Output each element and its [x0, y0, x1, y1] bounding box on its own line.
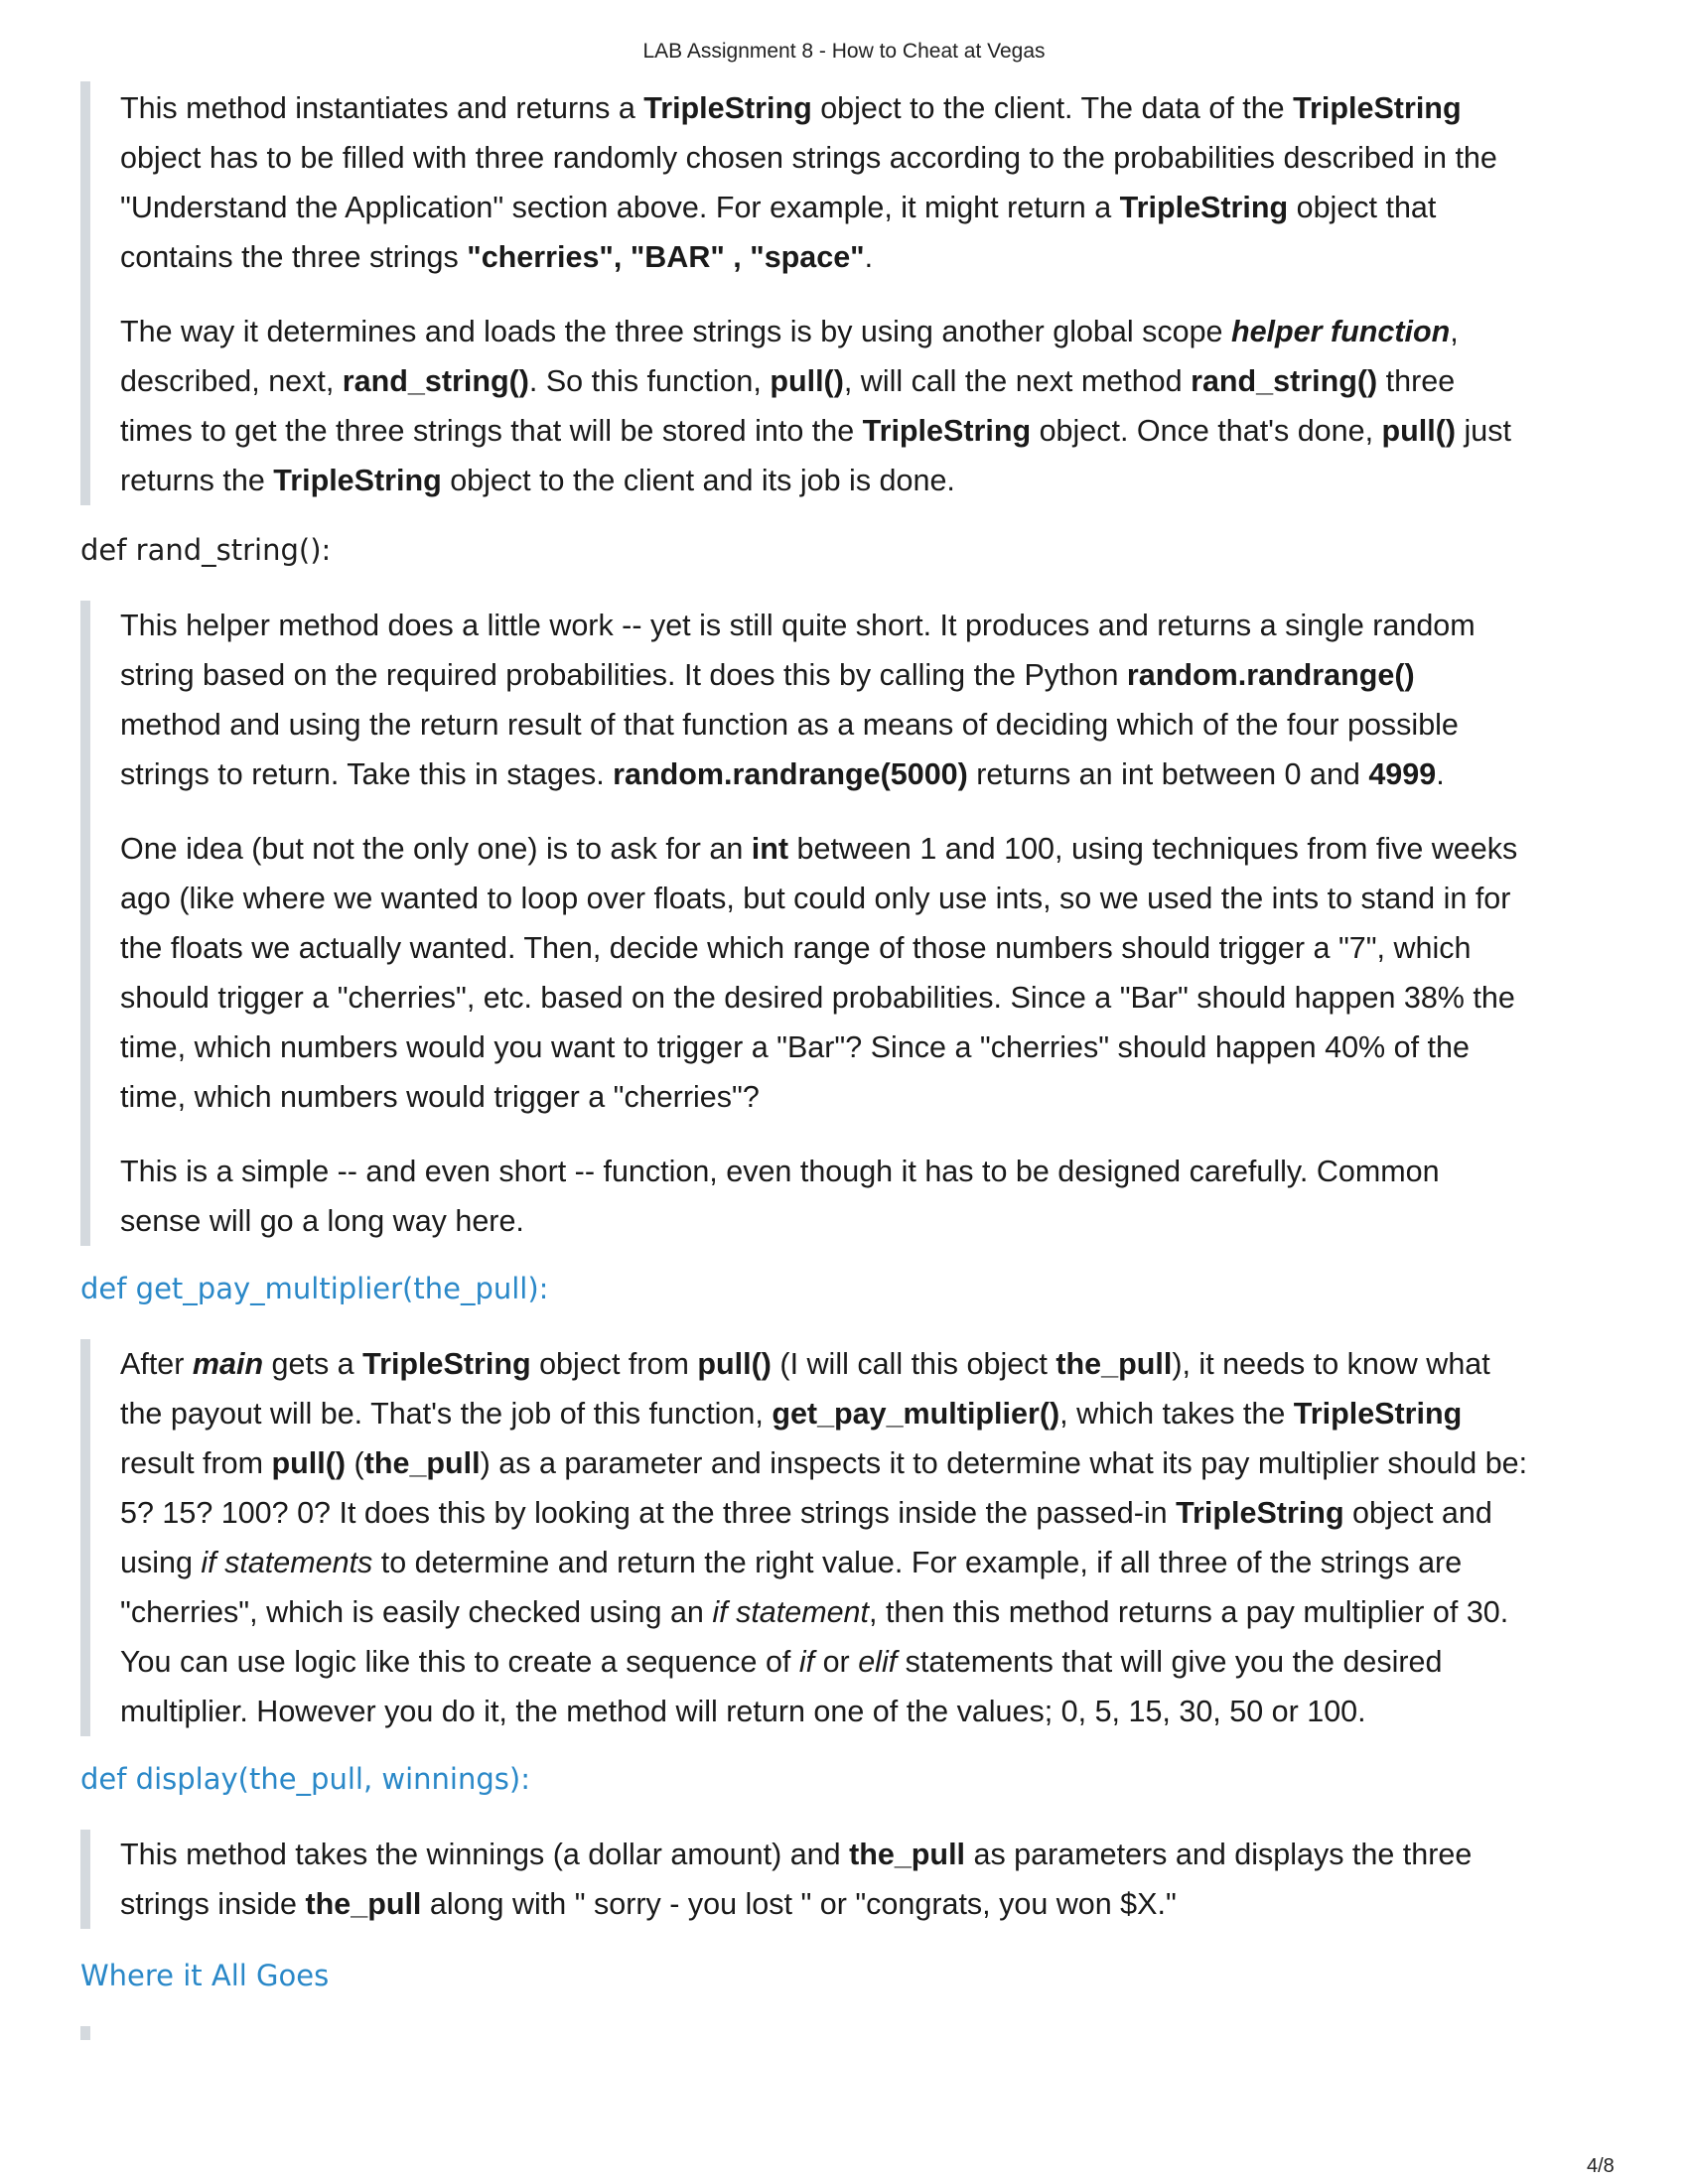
text-run: sense will go a long way here. [120, 1204, 524, 1238]
text-run: the floats we actually wanted. Then, decide which range of those numbers should trigger a "7", which [120, 931, 1472, 965]
text-run: object from [530, 1347, 698, 1381]
text-run: should trigger a "cherries", etc. based on the desired probabilities. Since a "Bar" should happen 38% the [120, 981, 1515, 1015]
emphasis-text: get_pay_multiplier() [772, 1397, 1060, 1431]
text-run: returns an int between 0 and [967, 757, 1369, 791]
text-run: object to the client and its job is done. [441, 464, 955, 497]
text-run: just [1456, 414, 1511, 448]
text-run: strings inside [120, 1887, 306, 1921]
paragraph [120, 83, 1629, 282]
emphasis-text: the_pull [363, 1446, 481, 1480]
text-run: gets a [263, 1347, 363, 1381]
text-run: . [864, 240, 874, 274]
paragraph [120, 1830, 1629, 1929]
text-run: result from [120, 1446, 272, 1480]
emphasis-text: TripleString [273, 464, 442, 497]
emphasis-text: elif [858, 1645, 898, 1679]
text-run: This method takes the winnings (a dollar amount) and [120, 1838, 850, 1871]
text-run: (I will call this object [771, 1347, 1056, 1381]
emphasis-text: if statement [712, 1595, 869, 1629]
paragraph [120, 601, 1629, 799]
emphasis-text: random.randrange(5000) [613, 757, 968, 791]
text-run: string based on the required probabilities. It does this by calling the Python [120, 658, 1127, 692]
get-pay-multiplier-description-block [80, 1339, 1629, 1736]
emphasis-text: TripleString [1293, 91, 1462, 125]
display-description-block [80, 1830, 1629, 1929]
emphasis-text: rand_string() [1191, 364, 1378, 398]
emphasis-text: helper function [1230, 315, 1451, 348]
text-run: the payout will be. That's the job of this function, [120, 1397, 773, 1431]
text-run: , [1450, 315, 1459, 348]
emphasis-text: random.randrange() [1126, 658, 1415, 692]
text-run: You can use logic like this to create a sequence of [120, 1645, 799, 1679]
text-run: , which takes the [1059, 1397, 1294, 1431]
text-run: One idea (but not the only one) is to ask for an [120, 832, 752, 866]
text-run: between 1 and 100, using techniques from five weeks [788, 832, 1518, 866]
text-run: method and using the return result of that function as a means of deciding which of the four possible [120, 708, 1459, 742]
page-header: LAB Assignment 8 - How to Cheat at Vegas [642, 40, 1046, 63]
paragraph [120, 307, 1629, 505]
text-run: or [814, 1645, 859, 1679]
emphasis-text: pull() [1381, 414, 1457, 448]
text-run: object to the client. The data of the [811, 91, 1294, 125]
emphasis-text: pull() [697, 1347, 772, 1381]
text-run: strings to return. Take this in stages. [120, 757, 614, 791]
text-run: , will call the next method [843, 364, 1192, 398]
text-run: . So this function, [528, 364, 771, 398]
emphasis-text: the_pull [849, 1838, 966, 1871]
emphasis-text: rand_string() [342, 364, 529, 398]
text-run: This is a simple -- and even short -- function, even though it has to be designed carefully. Common [120, 1155, 1440, 1188]
text-run: , then this method returns a pay multiplier of 30. [869, 1595, 1509, 1629]
text-run: The way it determines and loads the three strings is by using another global scope [120, 315, 1231, 348]
text-run: time, which numbers would you want to trigger a "Bar"? Since a "cherries" should happen 40% of the [120, 1030, 1470, 1064]
section-heading-where-it-all-goes: Where it All Goes [80, 1959, 330, 1992]
paragraph [120, 824, 1629, 1122]
text-run: to determine and return the right value. For example, if all three of the strings are [372, 1546, 1463, 1579]
emphasis-text: TripleString [643, 91, 812, 125]
text-run: This method instantiates and returns a [120, 91, 644, 125]
paragraph [120, 1147, 1629, 1246]
emphasis-text: TripleString [862, 414, 1032, 448]
emphasis-text: pull() [770, 364, 844, 398]
text-run: returns the [120, 464, 274, 497]
text-run: statements that will give you the desired [897, 1645, 1443, 1679]
section-heading-display: def display(the_pull, winnings): [80, 1762, 530, 1796]
section-heading-rand-string: def rand_string(): [80, 533, 332, 567]
text-run: This helper method does a little work -- yet is still quite short. It produces and returns a single random [120, 609, 1476, 642]
text-run: object and [1343, 1496, 1492, 1530]
emphasis-text: TripleString [1293, 1397, 1463, 1431]
text-run: "cherries", which is easily checked using an [120, 1595, 713, 1629]
emphasis-text: "cherries", "BAR" , "space" [467, 240, 865, 274]
emphasis-text: TripleString [1119, 191, 1289, 224]
emphasis-text: main [192, 1347, 264, 1381]
quote-bar-stub [80, 2026, 90, 2040]
emphasis-text: if statements [201, 1546, 373, 1579]
page-content [80, 81, 1629, 2040]
rand-string-description-block [80, 601, 1629, 1246]
text-run: object. Once that's done, [1031, 414, 1382, 448]
text-run: ( [346, 1446, 364, 1480]
text-run: time, which numbers would trigger a "cherries"? [120, 1080, 760, 1114]
text-run: described, next, [120, 364, 343, 398]
text-run: "Understand the Application" section above. For example, it might return a [120, 191, 1120, 224]
emphasis-text: int [751, 832, 789, 866]
emphasis-text: if [798, 1645, 815, 1679]
text-run: multiplier. However you do it, the method will return one of the values; 0, 5, 15, 30, 50 or 100. [120, 1695, 1366, 1728]
text-run: times to get the three strings that will be stored into the [120, 414, 863, 448]
emphasis-text: the_pull [305, 1887, 422, 1921]
text-run: contains the three strings [120, 240, 468, 274]
emphasis-text: pull() [271, 1446, 347, 1480]
text-run: ), it needs to know what [1172, 1347, 1490, 1381]
text-run: three [1377, 364, 1456, 398]
text-run: using [120, 1546, 202, 1579]
pull-description-block [80, 81, 1629, 505]
text-run: object that [1288, 191, 1437, 224]
text-run: ) as a parameter and inspects it to determine what its pay multiplier should be: [480, 1446, 1528, 1480]
text-run: 5? 15? 100? 0? It does this by looking at the three strings inside the passed-in [120, 1496, 1177, 1530]
text-run: as parameters and displays the three [965, 1838, 1473, 1871]
text-run: After [120, 1347, 193, 1381]
text-run: object has to be filled with three randomly chosen strings according to the probabilities described in the [120, 141, 1497, 175]
emphasis-text: TripleString [362, 1347, 531, 1381]
page-number: 4/8 [1587, 2155, 1615, 2177]
text-run: ago (like where we wanted to loop over floats, but could only use ints, so we used the ints to stand in for [120, 882, 1511, 915]
emphasis-text: 4999 [1368, 757, 1437, 791]
emphasis-text: the_pull [1055, 1347, 1173, 1381]
text-run: along with " sorry - you lost " or "congrats, you won $X." [421, 1887, 1177, 1921]
section-heading-get-pay-multiplier: def get_pay_multiplier(the_pull): [80, 1272, 549, 1305]
emphasis-text: TripleString [1176, 1496, 1344, 1530]
text-run: . [1436, 757, 1445, 791]
paragraph [120, 1339, 1629, 1736]
